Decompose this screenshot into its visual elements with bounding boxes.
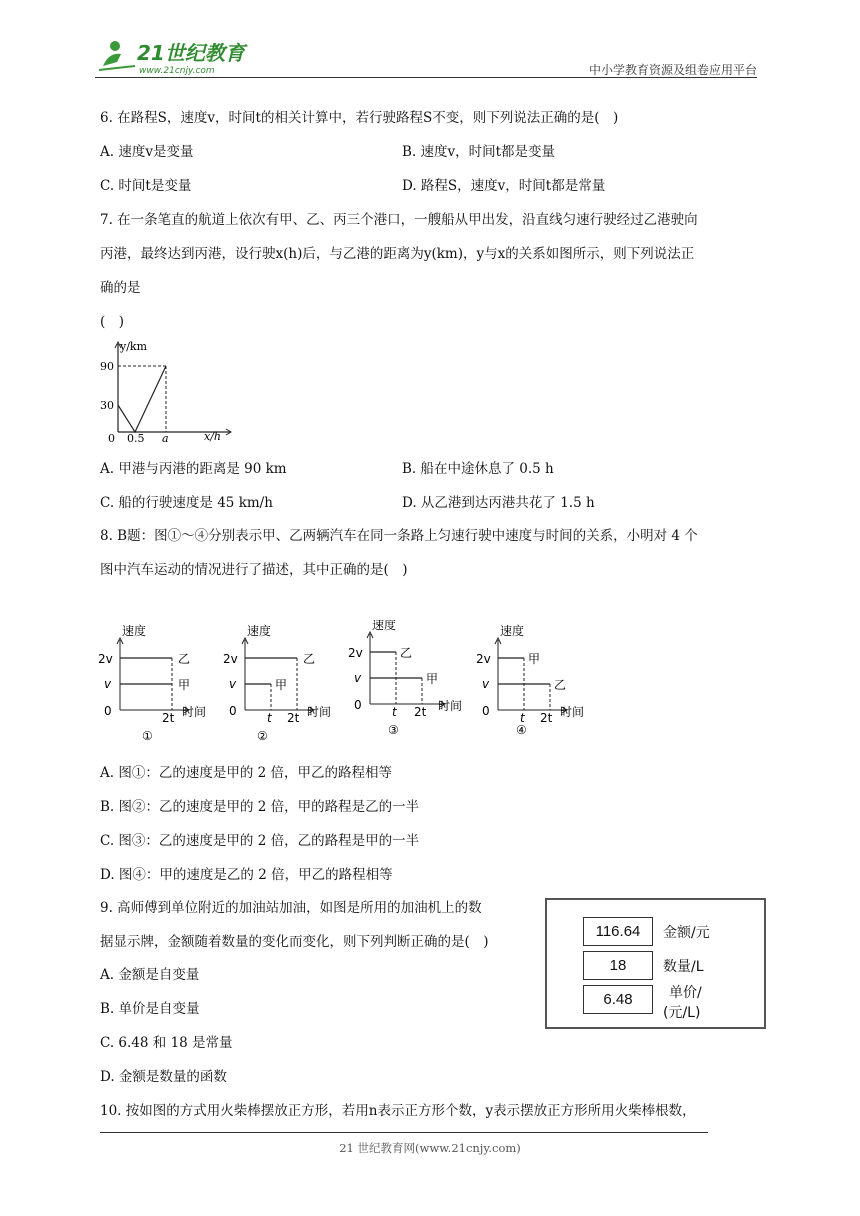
q8-g2-t: t <box>267 711 272 725</box>
q7-tick-30: 30 <box>100 399 114 412</box>
q8-g1-label: ① <box>142 729 153 743</box>
q8-g2-time: 时间 <box>307 705 332 719</box>
q8-g1-speed-label: 速度 <box>122 624 147 638</box>
q8-graphs <box>98 620 608 750</box>
q9-option-a: A. 金额是自变量 <box>100 967 200 983</box>
q10-stem-line1: 10. 按如图的方式用火柴棒摆放正方形，若用n表示正方形个数，y表示摆放正方形所用火柴棒根数， <box>100 1103 696 1119</box>
q8-g1-zero: 0 <box>104 704 112 718</box>
q8-g2-speed-label: 速度 <box>247 624 272 638</box>
q6-option-d: D. 路程S，速度v，时间t都是常量 <box>402 178 606 194</box>
q7-tick-0-5: 0.5 <box>127 432 145 445</box>
q8-g2-jia: 甲 <box>275 678 288 692</box>
q8-g1-jia: 甲 <box>178 678 191 692</box>
q8-g1-v: v <box>104 677 112 691</box>
q6-option-b: B. 速度v，时间t都是变量 <box>402 144 556 160</box>
q7-answer-paren: ( ) <box>100 314 125 330</box>
q7-origin: 0 <box>108 432 115 445</box>
q8-g3-time: 时间 <box>438 699 463 713</box>
q8-option-d: D. 图④：甲的速度是乙的 2 倍，甲乙的路程相等 <box>100 867 393 883</box>
logo-text: 21世纪教育 <box>137 41 245 65</box>
q8-g4-speed-label: 速度 <box>500 624 525 638</box>
display-quantity-label: 数量/L <box>663 959 704 975</box>
q8-g3-2t: 2t <box>414 705 427 719</box>
q6-option-c: C. 时间t是变量 <box>100 178 192 194</box>
q8-g4-zero: 0 <box>482 704 490 718</box>
q8-g4-2t: 2t <box>540 711 553 725</box>
q8-g2-2v: 2v <box>223 652 238 666</box>
q7-stem-line1: 7. 在一条笔直的航道上依次有甲、乙、丙三个港口，一艘船从甲出发，沿直线匀速行驶经过乙港驶向 <box>100 212 698 228</box>
footer-text: 21 世纪教育网(www.21cnjy.com) <box>339 1141 521 1155</box>
display-price-label-1: 单价/ <box>669 985 702 1001</box>
site-logo <box>95 36 265 76</box>
display-quantity: 18 <box>583 951 653 980</box>
q7-distance-graph <box>100 338 240 450</box>
q9-option-b: B. 单价是自变量 <box>100 1001 200 1017</box>
q8-g3-t: t <box>392 705 397 719</box>
q9-option-c: C. 6.48 和 18 是常量 <box>100 1035 233 1051</box>
q8-stem-line1: 8. B题：图①～④分别表示甲、乙两辆汽车在同一条路上匀速行驶中速度与时间的关系，小明对 4 个 <box>100 528 698 544</box>
q8-graph-1 <box>98 623 206 743</box>
q7-option-b: B. 船在中途休息了 0.5 h <box>402 461 554 477</box>
q9-stem-line2: 据显示牌，金额随着数量的变化而变化，则下列判断正确的是( ) <box>100 934 489 950</box>
q8-g4-time: 时间 <box>560 705 585 719</box>
q7-tick-a: a <box>162 432 169 445</box>
q8-g1-yi: 乙 <box>178 652 191 666</box>
q8-g1-2v: 2v <box>98 652 113 666</box>
display-price-label-2: (元/L) <box>663 1005 701 1021</box>
q8-g1-2t: 2t <box>162 711 175 725</box>
q8-g2-label: ② <box>257 729 268 743</box>
q8-g4-yi: 乙 <box>554 678 567 692</box>
display-amount-label: 金额/元 <box>663 925 710 941</box>
q6-stem: 6. 在路程S，速度v，时间t的相关计算中，若行驶路程S不变，则下列说法正确的是( ) <box>100 110 619 126</box>
q8-g2-2t: 2t <box>287 711 300 725</box>
q8-g4-t: t <box>520 711 525 725</box>
q8-option-a: A. 图①：乙的速度是甲的 2 倍，甲乙的路程相等 <box>100 765 393 781</box>
q8-graph-4 <box>476 623 584 737</box>
q8-g3-v: v <box>354 671 362 685</box>
q7-tick-90: 90 <box>100 360 114 373</box>
q9-option-d: D. 金额是数量的函数 <box>100 1069 227 1085</box>
q7-stem-line3: 确的是 <box>100 280 141 296</box>
fuel-pump-display <box>545 898 766 1029</box>
q8-g2-yi: 乙 <box>303 652 316 666</box>
q8-g4-jia: 甲 <box>528 652 541 666</box>
q8-g1-time: 时间 <box>182 705 207 719</box>
q8-stem-line2: 图中汽车运动的情况进行了描述，其中正确的是( ) <box>100 562 408 578</box>
q7-xlabel: x/h <box>204 430 221 443</box>
q8-g3-yi: 乙 <box>400 646 413 660</box>
q8-g3-label: ③ <box>388 723 399 737</box>
q8-g2-v: v <box>229 677 237 691</box>
display-amount: 116.64 <box>583 917 653 946</box>
logo-url: www.21cnjy.com <box>139 66 215 76</box>
q7-ylabel: y/km <box>120 340 148 353</box>
display-price: 6.48 <box>583 985 653 1014</box>
platform-name: 中小学教育资源及组卷应用平台 <box>588 63 757 77</box>
header-divider <box>95 77 757 78</box>
q8-g4-v: v <box>482 677 490 691</box>
q7-stem-line2: 丙港，最终达到丙港，设行驶x(h)后，与乙港的距离为y(km)，y与x的关系如图所示，则下列说法正 <box>100 246 695 262</box>
q8-option-c: C. 图③：乙的速度是甲的 2 倍，乙的路程是甲的一半 <box>100 833 420 849</box>
q7-option-c: C. 船的行驶速度是 45 km/h <box>100 495 273 511</box>
q8-g3-zero: 0 <box>354 698 362 712</box>
q8-g3-2v: 2v <box>348 646 363 660</box>
q8-g2-zero: 0 <box>229 704 237 718</box>
q8-g3-jia: 甲 <box>426 672 439 686</box>
q8-graph-3 <box>348 620 462 737</box>
q8-g3-speed-label: 速度 <box>372 620 397 632</box>
q8-option-b: B. 图②：乙的速度是甲的 2 倍，甲的路程是乙的一半 <box>100 799 420 815</box>
q7-option-d: D. 从乙港到达丙港共花了 1.5 h <box>402 495 595 511</box>
footer-divider <box>100 1132 708 1133</box>
q9-stem-line1: 9. 高师傅到单位附近的加油站加油，如图是所用的加油机上的数 <box>100 900 482 916</box>
q6-option-a: A. 速度v是变量 <box>100 144 194 160</box>
q7-option-a: A. 甲港与丙港的距离是 90 km <box>100 461 287 477</box>
q8-g4-2v: 2v <box>476 652 491 666</box>
q8-g4-label: ④ <box>516 723 527 737</box>
q8-graph-2 <box>223 623 331 743</box>
